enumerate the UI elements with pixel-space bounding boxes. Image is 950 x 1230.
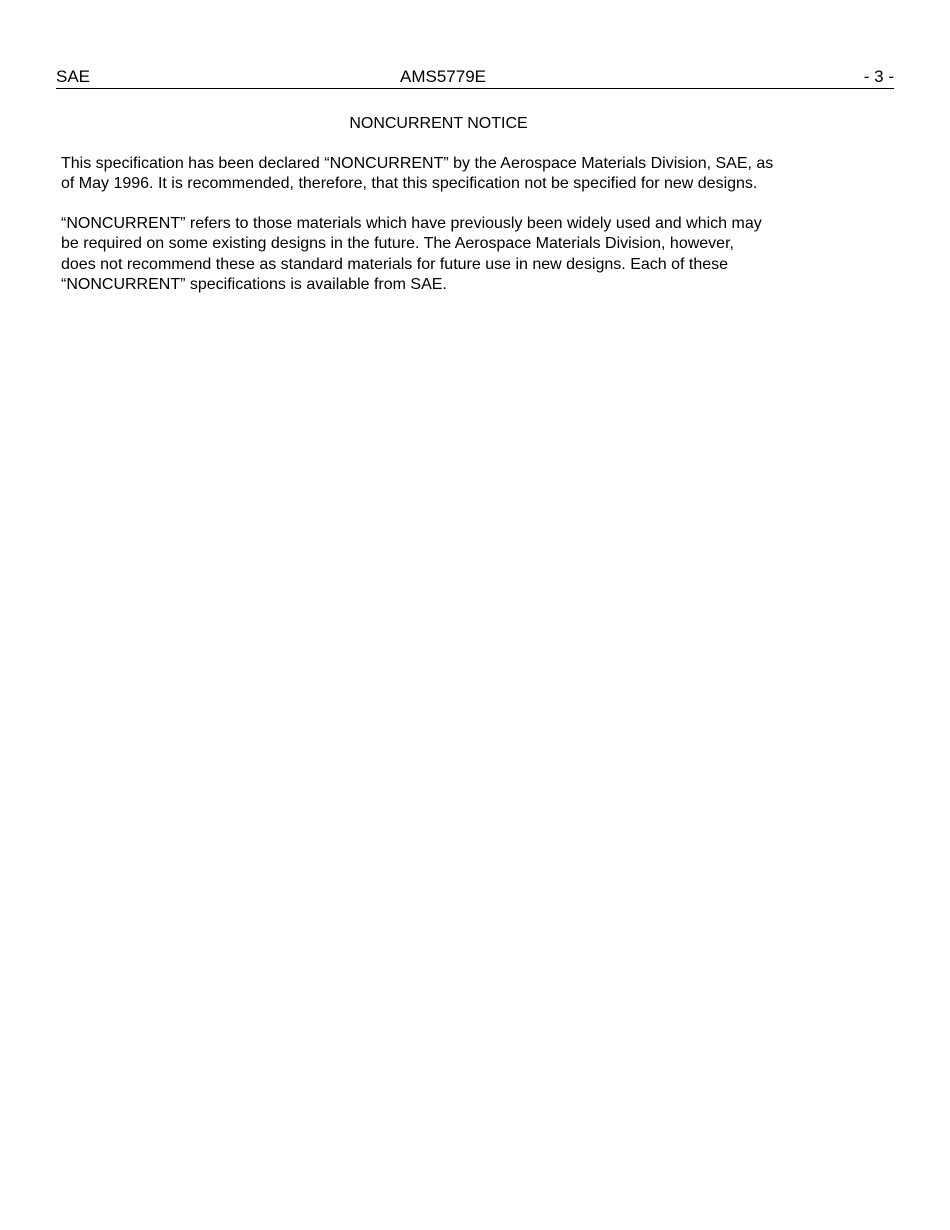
paragraph-line: “NONCURRENT” specifications is available from SAE. bbox=[61, 275, 447, 293]
header-spec-number: AMS5779E bbox=[400, 67, 486, 86]
notice-paragraph-2 bbox=[61, 214, 841, 295]
paragraph-line: be required on some existing designs in the future. The Aerospace Materials Division, however, bbox=[61, 235, 734, 253]
notice-title: NONCURRENT NOTICE bbox=[349, 115, 528, 132]
header-organization: SAE bbox=[56, 67, 91, 86]
paragraph-line: This specification has been declared “NONCURRENT” by the Aerospace Materials Division, SAE, as bbox=[61, 155, 774, 172]
paragraph-line: “NONCURRENT” refers to those materials which have previously been widely used and which may bbox=[61, 215, 762, 232]
paragraph-line: does not recommend these as standard materials for future use in new designs. Each of these bbox=[61, 255, 729, 273]
paragraph-line: of May 1996. It is recommended, therefore, that this specification not be specified for new designs. bbox=[61, 175, 758, 193]
notice-paragraph-1 bbox=[61, 154, 841, 195]
header-page-number: - 3 - bbox=[863, 67, 894, 86]
page-header bbox=[56, 66, 894, 89]
